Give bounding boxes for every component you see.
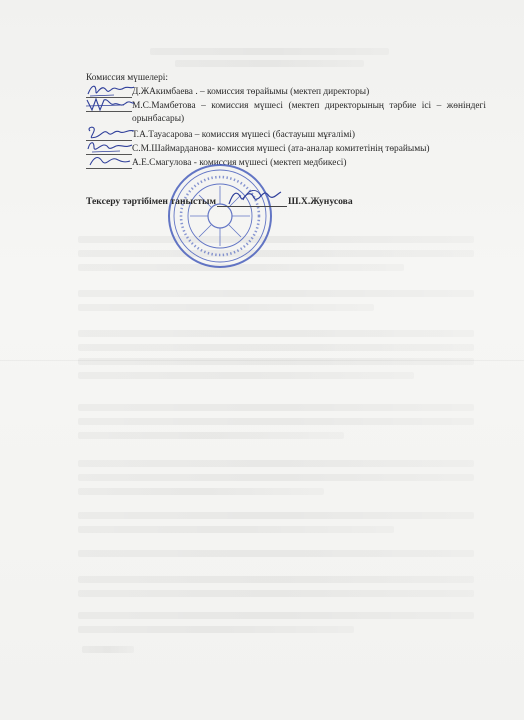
member-row xyxy=(86,157,486,170)
bleed-through-text xyxy=(78,344,474,351)
signature-line xyxy=(217,196,287,207)
member-row xyxy=(86,86,486,99)
member-row xyxy=(86,143,486,156)
paper-fold xyxy=(0,360,524,361)
review-acknowledgement xyxy=(86,196,486,207)
bleed-through-text xyxy=(78,372,414,379)
member-row xyxy=(86,100,486,126)
bleed-through-text xyxy=(78,236,474,243)
bleed-through-text xyxy=(78,290,474,297)
bleed-through-text xyxy=(82,646,134,653)
bleed-through-text xyxy=(78,526,394,533)
bleed-through-text xyxy=(78,612,474,619)
bleed-through-text xyxy=(78,432,344,439)
signature-line xyxy=(86,100,132,112)
signature-icon xyxy=(84,151,136,171)
member-text: А.Е.Смагулова - комиссия мүшесі (мектеп медбикесі) xyxy=(132,158,347,168)
bleed-through-text xyxy=(78,418,474,425)
member-text: Т.А.Тауасарова – комиссия мүшесі (бастауыш мұғалімі) xyxy=(132,130,355,140)
bleed-through-text xyxy=(78,304,374,311)
member-text: Д.ЖАкимбаева . – комиссия төрайымы (мектеп директоры) xyxy=(132,87,370,97)
bleed-through-text xyxy=(78,404,474,411)
bleed-through-text xyxy=(78,576,474,583)
bleed-through-text xyxy=(78,250,474,257)
bleed-through-text xyxy=(150,48,389,55)
signature-icon xyxy=(223,186,283,210)
reviewer-name: Ш.Х.Жунусова xyxy=(288,196,353,207)
bleed-through-text xyxy=(78,512,474,519)
bleed-through-text xyxy=(175,60,364,67)
official-seal-icon xyxy=(166,162,274,270)
member-row xyxy=(86,129,486,142)
commission-members-block xyxy=(86,72,486,170)
signature-line xyxy=(86,157,132,169)
members-heading: Комиссия мүшелері: xyxy=(86,73,168,83)
bleed-through-text xyxy=(78,590,474,597)
bleed-through-text xyxy=(78,626,354,633)
member-text: М.С.Мамбетова – комиссия мүшесі (мектеп директорының тәрбие ісі – жөніндегі орынбасары) xyxy=(132,101,486,124)
review-label: Тексеру тәртібімен таныстым xyxy=(86,196,216,207)
bleed-through-text xyxy=(78,488,324,495)
bleed-through-text xyxy=(78,474,474,481)
bleed-through-text xyxy=(78,460,474,467)
bleed-through-text xyxy=(78,550,474,557)
member-text: С.М.Шаймарданова- комиссия мүшесі (ата-аналар комитетінің төрайымы) xyxy=(132,144,430,154)
signature-icon xyxy=(84,94,136,114)
bleed-through-text xyxy=(78,330,474,337)
